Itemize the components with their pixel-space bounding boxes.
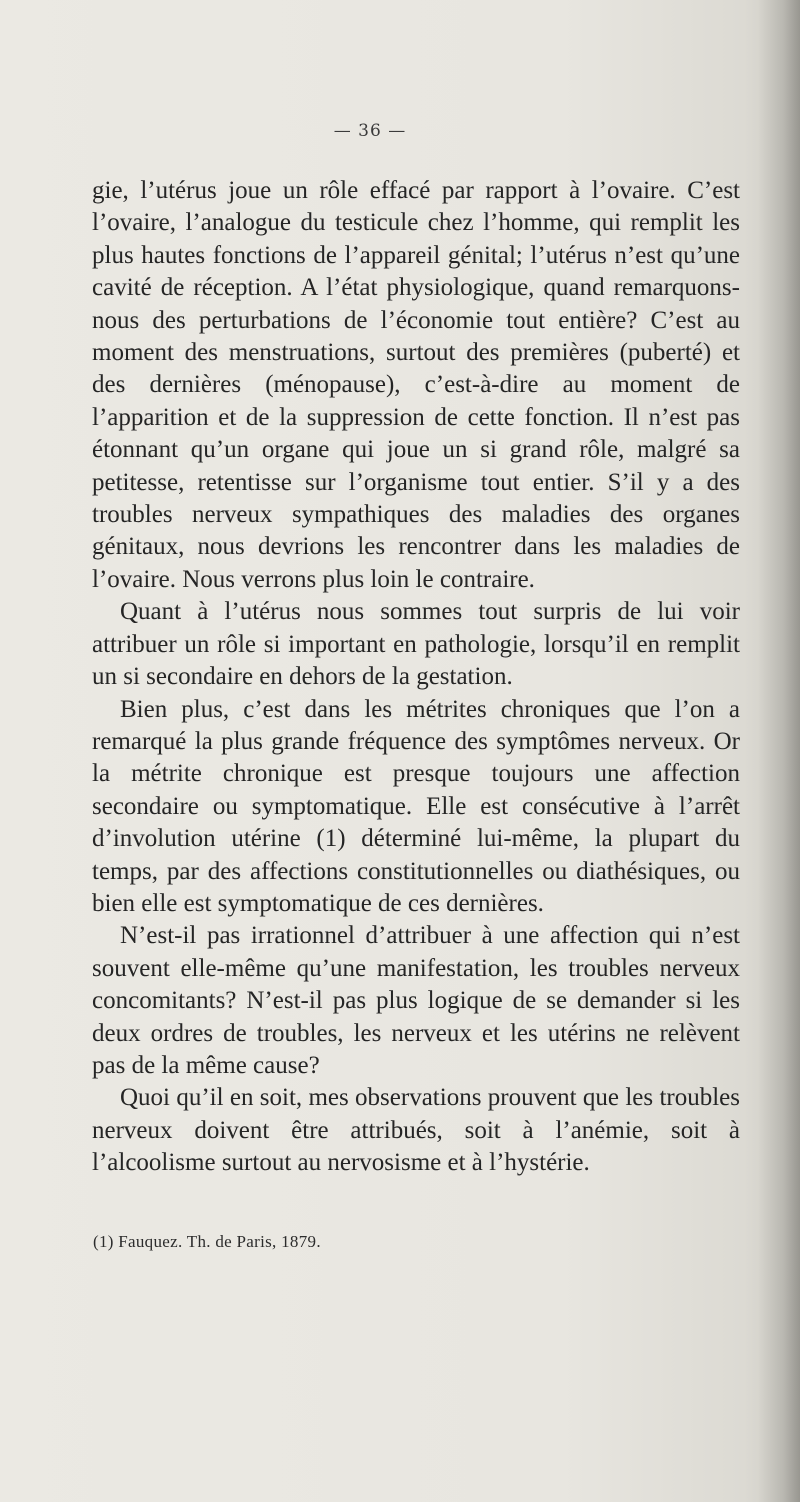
page-edge-shadow — [758, 0, 800, 1502]
page-number: — 36 — — [333, 121, 407, 141]
paragraph-4: N’est-il pas irrationnel d’attribuer à une affection qui n’est souvent elle-même qu’une manifestation, les troubles nerveux concomitants? N’est-il pas plus logique de se demander si les deux ordres de troubles, les nerveux et les utérins ne relèvent pas de la même cause? — [92, 922, 740, 1079]
paragraph-2: Quant à l’utérus nous sommes tout surpris de lui voir attribuer un rôle si important en pathologie, lorsqu’il en remplit un si secondaire en dehors de la gestation. — [92, 598, 740, 691]
text-body — [92, 175, 740, 1180]
footnote: (1) Fauquez. Th. de Paris, 1879. — [93, 1232, 321, 1251]
paragraph-3: Bien plus, c’est dans les métrites chroniques que l’on a remarqué la plus grande fréquence des symptômes nerveux. Or la métrite chronique est presque toujours une affection secondaire ou symptomatique. Elle est consécutive à l’arrêt d’involution utérine (1) déterminé lui-même, la plupart du temps, par des affections constitutionnelles ou diathésiques, ou bien elle est symptomatique de ces dernières. — [92, 695, 740, 917]
paragraph-1: gie, l’utérus joue un rôle effacé par rapport à l’ovaire. C’est l’ovaire, l’analogue du testicule chez l’homme, qui remplit les plus hautes fonctions de l’appareil génital; l’utérus n’est qu’une cavité de réception. A l’état physiologique, quand remarquons-nous des perturbations de l’économie tout entière? C’est au moment des menstruations, surtout des premières (puberté) et des dernières (ménopause), c’est-à-dire au moment de l’apparition et de la suppression de cette fonction. Il n’est pas étonnant qu’un organe qui joue un si grand rôle, malgré sa petitesse, retentisse sur l’organisme tout entier. S’il y a des troubles nerveux sympathiques des maladies des organes génitaux, nous devrions les rencontrer dans les maladies de l’ovaire. Nous verrons plus loin le contraire. — [92, 177, 740, 593]
paragraph-5: Quoi qu’il en soit, mes observations prouvent que les troubles nerveux doivent être attribués, soit à l’anémie, soit à l’alcoolisme surtout au nervosisme et à l’hystérie. — [92, 1084, 740, 1177]
